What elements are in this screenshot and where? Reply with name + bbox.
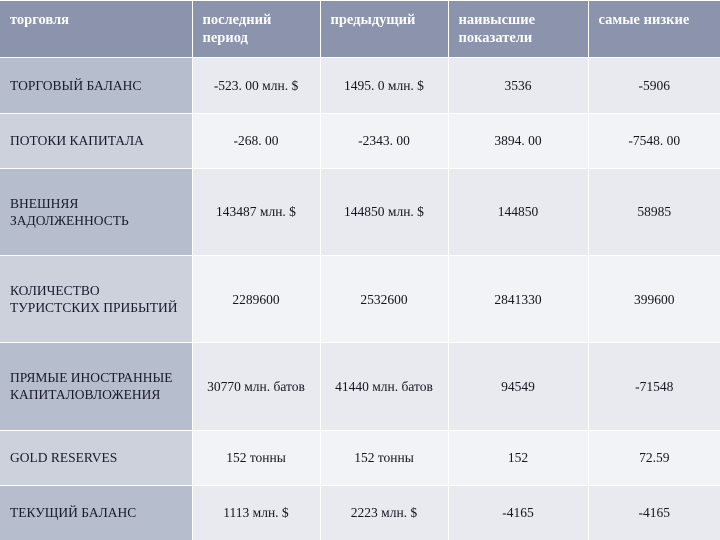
row-label: GOLD RESERVES [0,430,192,485]
cell-previous: 152 тонны [320,430,448,485]
cell-lowest: -71548 [588,343,720,430]
row-label: ПОТОКИ КАПИТАЛА [0,113,192,168]
cell-previous: 41440 млн. батов [320,343,448,430]
cell-highest: 3536 [448,58,588,113]
cell-highest: 3894. 00 [448,113,588,168]
table-row [0,485,720,540]
cell-lowest: 72.59 [588,430,720,485]
cell-previous: 144850 млн. $ [320,169,448,256]
row-label: ВНЕШНЯЯ ЗАДОЛЖЕННОСТЬ [0,169,192,256]
table-row [0,343,720,430]
cell-lowest: -4165 [588,485,720,540]
row-label: ТОРГОВЫЙ БАЛАНС [0,58,192,113]
table-row [0,58,720,113]
cell-highest: 144850 [448,169,588,256]
cell-highest: 94549 [448,343,588,430]
column-header-highest: наивысшие показатели [448,1,588,58]
cell-lowest: -5906 [588,58,720,113]
cell-last-period: -523. 00 млн. $ [192,58,320,113]
cell-lowest: 58985 [588,169,720,256]
table-header-row [0,1,720,58]
row-label: ТЕКУЩИЙ БАЛАНС [0,485,192,540]
cell-previous: 2223 млн. $ [320,485,448,540]
table-row [0,256,720,343]
cell-lowest: 399600 [588,256,720,343]
cell-last-period: 30770 млн. батов [192,343,320,430]
row-label: КОЛИЧЕСТВО ТУРИСТСКИХ ПРИБЫТИЙ [0,256,192,343]
cell-previous: 1495. 0 млн. $ [320,58,448,113]
cell-highest: 152 [448,430,588,485]
cell-highest: -4165 [448,485,588,540]
cell-last-period: 1113 млн. $ [192,485,320,540]
column-header-lowest: самые низкие [588,1,720,58]
column-header-category: торговля [0,1,192,58]
table-header [0,1,720,58]
table-row [0,169,720,256]
cell-last-period: 2289600 [192,256,320,343]
cell-last-period: 152 тонны [192,430,320,485]
table-body [0,58,720,540]
table-row [0,113,720,168]
column-header-last-period: последний период [192,1,320,58]
cell-last-period: 143487 млн. $ [192,169,320,256]
table-row [0,430,720,485]
cell-highest: 2841330 [448,256,588,343]
cell-previous: -2343. 00 [320,113,448,168]
column-header-previous: предыдущий [320,1,448,58]
cell-lowest: -7548. 00 [588,113,720,168]
cell-previous: 2532600 [320,256,448,343]
cell-last-period: -268. 00 [192,113,320,168]
row-label: ПРЯМЫЕ ИНОСТРАННЫЕ КАПИТАЛОВЛОЖЕНИЯ [0,343,192,430]
